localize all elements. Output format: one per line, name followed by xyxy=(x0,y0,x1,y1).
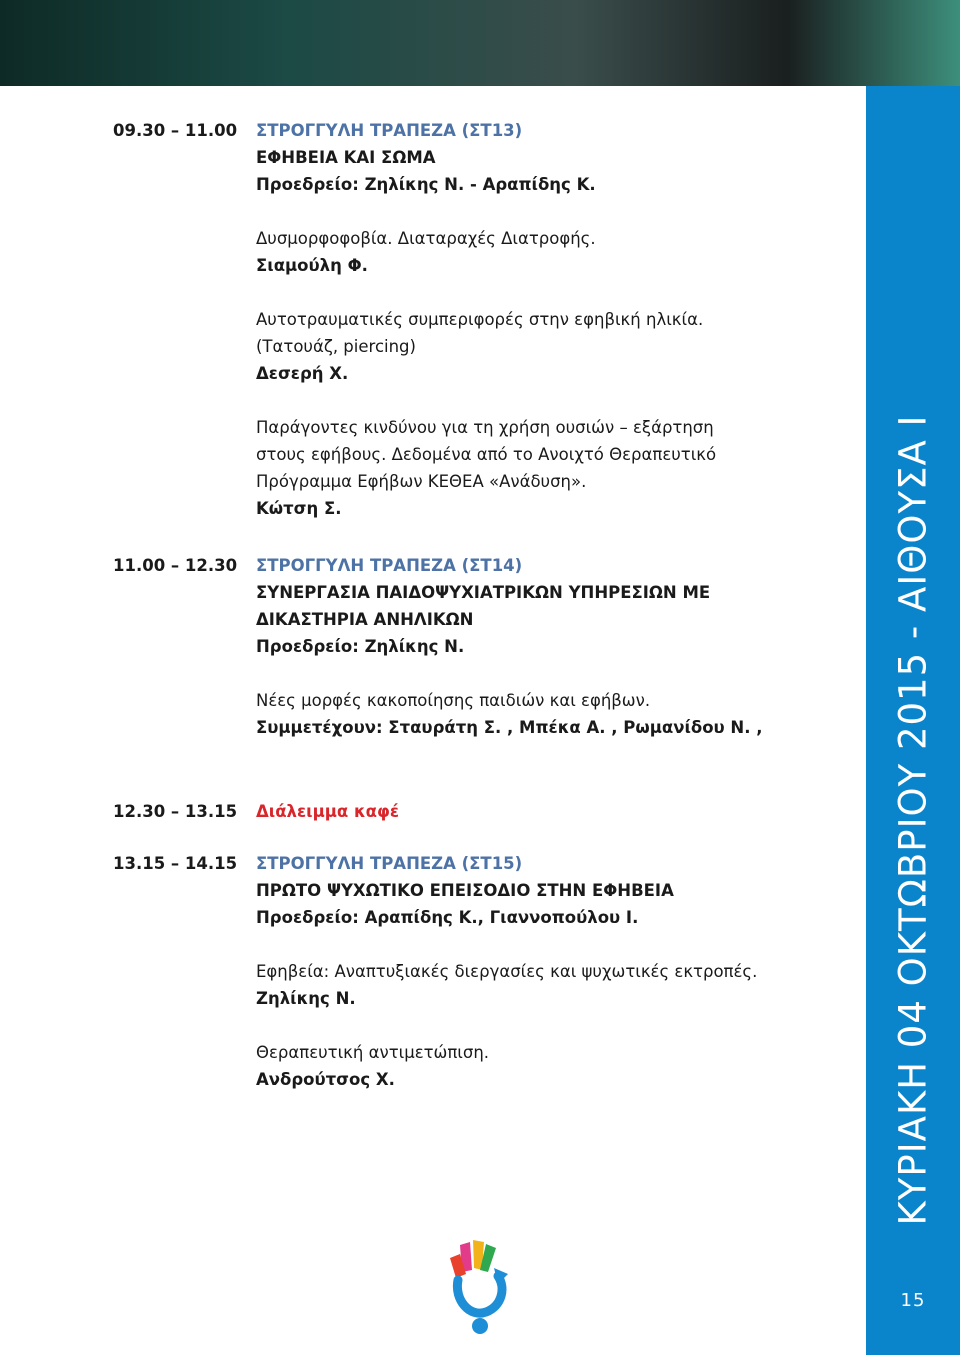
page-number: 15 xyxy=(900,1290,926,1311)
session-chair: Προεδρείο: Αραπίδης Κ., Γιαννοπούλου Ι. xyxy=(256,908,639,927)
header-band xyxy=(0,0,960,86)
talk-title: Θεραπευτική αντιμετώπιση. xyxy=(256,1043,490,1062)
talk-title: (Τατουάζ, piercing) xyxy=(256,337,416,356)
session-participants: Συμμετέχουν: Σταυράτη Σ. , Μπέκα Α. , Ρωμανίδου Ν. , xyxy=(256,718,763,737)
talk-title: Παράγοντες κινδύνου για τη χρήση ουσιών – εξάρτηση xyxy=(256,418,714,437)
sidebar-date-room: ΚΥΡΙΑΚΗ 04 ΟΚΤΩΒΡΙΟΥ 2015 - ΑΙΘΟΥΣΑ Ι xyxy=(891,414,935,1226)
talk-speaker: Ζηλίκης Ν. xyxy=(256,989,356,1008)
session-body xyxy=(256,850,856,1093)
session-time: 11.00 – 12.30 xyxy=(113,556,238,575)
talk-title: Πρόγραμμα Εφήβων ΚΕΘΕΑ «Ανάδυση». xyxy=(256,472,587,491)
coffee-break-label: Διάλειμμα καφέ xyxy=(256,802,400,821)
session-title: ΣΤΡΟΓΓΥΛΗ ΤΡΑΠΕΖΑ (ΣΤ14) xyxy=(256,556,523,575)
session-chair: Προεδρείο: Ζηλίκης Ν. xyxy=(256,637,465,656)
session-subtitle: ΕΦΗΒΕΙΑ ΚΑΙ ΣΩΜΑ xyxy=(256,148,436,167)
talk-speaker: Σιαμούλη Φ. xyxy=(256,256,368,275)
session-title: ΣΤΡΟΓΓΥΛΗ ΤΡΑΠΕΖΑ (ΣΤ15) xyxy=(256,854,523,873)
talk-speaker: Δεσερή Χ. xyxy=(256,364,349,383)
session-time: 13.15 – 14.15 xyxy=(113,854,238,873)
talk-title: Δυσμορφοφοβία. Διαταραχές Διατροφής. xyxy=(256,229,596,248)
session-title: ΣΤΡΟΓΓΥΛΗ ΤΡΑΠΕΖΑ (ΣΤ13) xyxy=(256,121,523,140)
session-subtitle: ΔΙΚΑΣΤΗΡΙΑ ΑΝΗΛΙΚΩΝ xyxy=(256,610,474,629)
session-body xyxy=(256,117,856,522)
talk-title: Νέες μορφές κακοποίησης παιδιών και εφήβων. xyxy=(256,691,651,710)
session-time: 12.30 – 13.15 xyxy=(113,802,238,821)
conference-logo xyxy=(440,1240,520,1340)
talk-title: Εφηβεία: Αναπτυξιακές διεργασίες και ψυχωτικές εκτροπές. xyxy=(256,962,758,981)
session-time: 09.30 – 11.00 xyxy=(113,121,238,140)
session-body xyxy=(256,552,856,741)
talk-title: στους εφήβους. Δεδομένα από το Ανοιχτό Θεραπευτικό xyxy=(256,445,717,464)
talk-speaker: Κώτση Σ. xyxy=(256,499,342,518)
session-subtitle: ΣΥΝΕΡΓΑΣΙΑ ΠΑΙΔΟΨΥΧΙΑΤΡΙΚΩΝ ΥΠΗΡΕΣΙΩΝ ΜΕ xyxy=(256,583,711,602)
talk-speaker: Ανδρούτσος Χ. xyxy=(256,1070,395,1089)
session-subtitle: ΠΡΩΤΟ ΨΥΧΩΤΙΚΟ ΕΠΕΙΣΟΔΙΟ ΣΤΗΝ ΕΦΗΒΕΙΑ xyxy=(256,881,674,900)
session-chair: Προεδρείο: Ζηλίκης Ν. - Αραπίδης Κ. xyxy=(256,175,596,194)
talk-title: Αυτοτραυματικές συμπεριφορές στην εφηβική ηλικία. xyxy=(256,310,704,329)
